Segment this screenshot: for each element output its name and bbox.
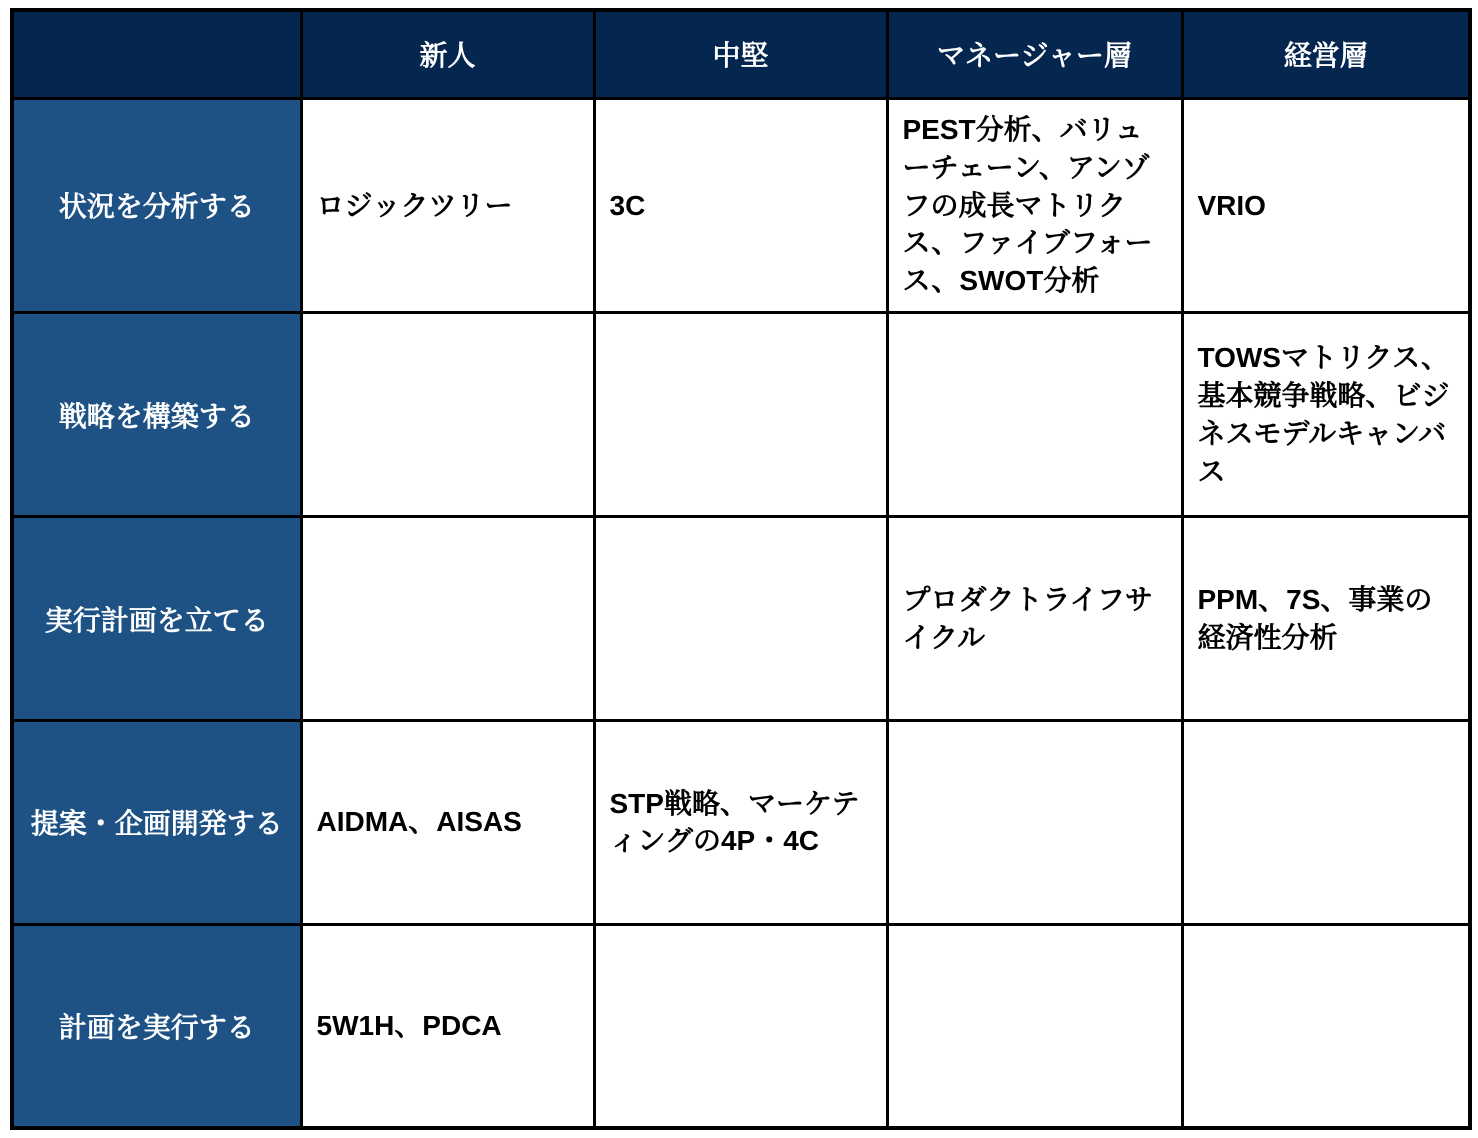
table-cell [887,720,1182,924]
table-cell [301,517,594,721]
table-cell: 3C [594,98,887,313]
table-row-make-execution-plan [12,517,1470,721]
table-cell [594,517,887,721]
framework-matrix-table [10,8,1472,1130]
table-cell [887,924,1182,1128]
table-cell [887,313,1182,517]
column-header-newcomer: 新人 [301,10,594,98]
row-header-propose-plan-develop: 提案・企画開発する [12,720,301,924]
column-header-executive: 経営層 [1182,10,1470,98]
row-header-analyze-situation: 状況を分析する [12,98,301,313]
table-cell [594,924,887,1128]
table-cell: AIDMA、AISAS [301,720,594,924]
table-row-analyze-situation [12,98,1470,313]
table-cell: プロダクトライフサイクル [887,517,1182,721]
table-cell: PEST分析、バリューチェーン、アンゾフの成長マトリクス、ファイブフォース、SWOT分析 [887,98,1182,313]
table-cell: STP戦略、マーケティングの4P・4C [594,720,887,924]
column-header-midlevel: 中堅 [594,10,887,98]
table-cell: 5W1H、PDCA [301,924,594,1128]
row-header-build-strategy: 戦略を構築する [12,313,301,517]
row-header-make-execution-plan: 実行計画を立てる [12,517,301,721]
column-header-row [12,10,1470,98]
table-cell [301,313,594,517]
table-row-execute-plan [12,924,1470,1128]
table-cell: PPM、7S、事業の経済性分析 [1182,517,1470,721]
table-cell [1182,720,1470,924]
table-cell [1182,924,1470,1128]
table-row-build-strategy [12,313,1470,517]
row-header-execute-plan: 計画を実行する [12,924,301,1128]
table-row-propose-plan-develop [12,720,1470,924]
column-header-manager: マネージャー層 [887,10,1182,98]
corner-cell [12,10,301,98]
table-cell: ロジックツリー [301,98,594,313]
table-cell: VRIO [1182,98,1470,313]
table-cell: TOWSマトリクス、基本競争戦略、ビジネスモデルキャンバス [1182,313,1470,517]
table-cell [594,313,887,517]
